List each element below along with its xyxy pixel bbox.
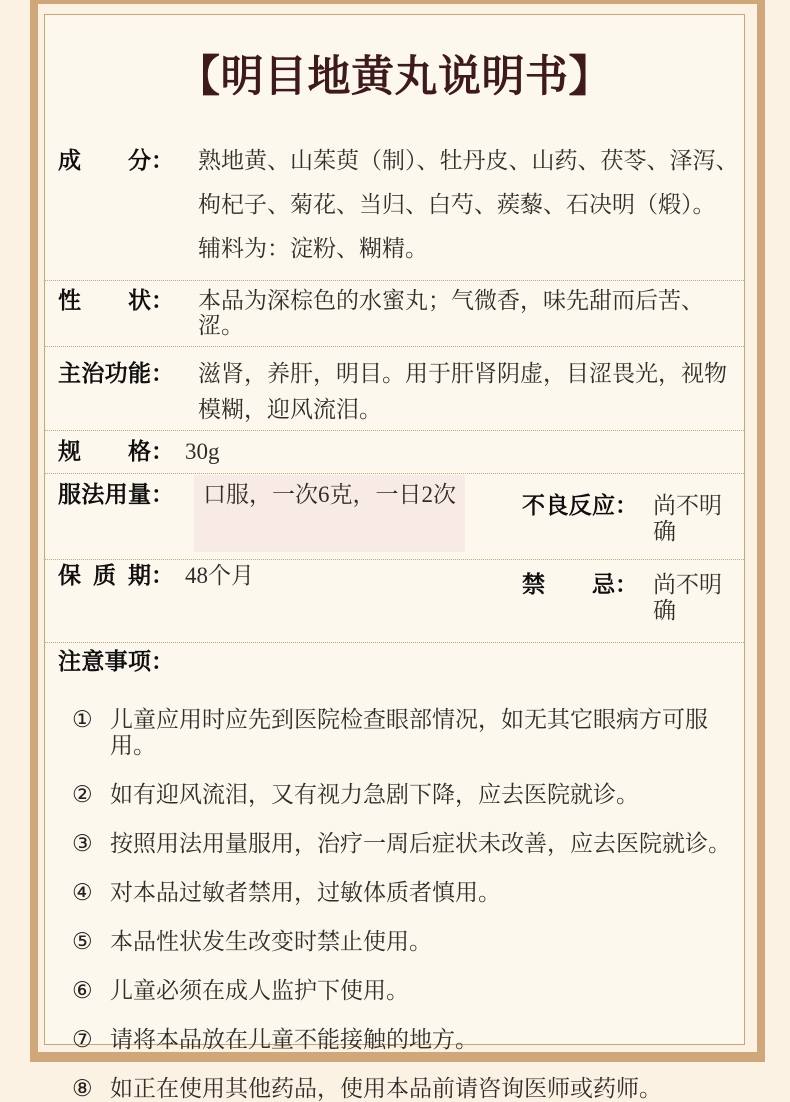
precaution-text: 本品性状发生改变时禁止使用。 [110, 929, 432, 954]
precaution-number: ⑥ [72, 978, 93, 1003]
precautions-list [45, 707, 744, 1102]
colon: ： [151, 361, 174, 386]
precaution-number: ④ [72, 880, 93, 905]
field-shelf-life [58, 563, 522, 624]
field-indications [45, 347, 744, 430]
field-spec-value: 30g [185, 439, 220, 464]
field-indications-label: 主治功能： [58, 361, 174, 386]
colon: ： [615, 572, 638, 597]
precaution-text: 对本品过敏者禁用，过敏体质者慎用。 [110, 880, 501, 905]
colon: ： [151, 288, 174, 313]
precaution-item [45, 707, 744, 759]
colon: ： [151, 439, 174, 464]
field-dosage-label: 服法用量： [58, 482, 174, 507]
field-shelf-life-value: 48个月 [185, 563, 254, 588]
field-shelf-life-label: 保质期： [58, 563, 174, 588]
precaution-number: ② [72, 782, 93, 807]
precaution-item [45, 880, 744, 906]
field-adverse-value: 尚不明确 [653, 493, 722, 544]
field-ingredients-value [198, 139, 739, 271]
field-ingredients [45, 129, 744, 280]
precaution-item [45, 1076, 744, 1102]
precaution-item [45, 831, 744, 857]
precaution-item [45, 929, 744, 955]
field-indications-value [198, 356, 727, 428]
field-ingredients-label: 成分： [58, 148, 174, 173]
field-spec-label: 规格： [58, 439, 174, 464]
precaution-number: ⑤ [72, 929, 93, 954]
precaution-item [45, 1027, 744, 1053]
precaution-item [45, 978, 744, 1004]
colon: ： [151, 563, 174, 588]
field-band-shelf-contra [45, 560, 744, 642]
precaution-text: 儿童应用时应先到医院检查眼部情况，如无其它眼病方可服用。 [110, 707, 708, 758]
precaution-number: ⑧ [72, 1076, 93, 1101]
precaution-text: 按照用法用量服用，治疗一周后症状未改善，应去医院就诊。 [110, 831, 731, 856]
field-dosage-value-highlight: 口服，一次6克，一日2次 [194, 475, 465, 552]
field-precautions-label: 注意事项： [58, 649, 174, 674]
field-contraindication-label: 禁忌： [522, 572, 638, 597]
leaflet-body [45, 129, 744, 1102]
field-spec [45, 431, 744, 473]
colon: ： [151, 482, 174, 507]
field-properties [45, 281, 744, 346]
field-contraindication [522, 572, 740, 624]
field-dosage [58, 482, 522, 545]
indications-line-1: 滋肾，养肝，明目。用于肝肾阴虚，目涩畏光，视物 [198, 361, 727, 386]
ingredients-line-3: 辅料为：淀粉、糊精。 [198, 236, 428, 261]
precaution-number: ③ [72, 831, 93, 856]
precaution-text: 如正在使用其他药品，使用本品前请咨询医师或药师。 [110, 1076, 662, 1101]
field-contraindication-value: 尚不明确 [653, 572, 722, 623]
field-precautions-header [45, 643, 744, 675]
precaution-number: ① [72, 707, 93, 732]
leaflet-panel [44, 14, 745, 1101]
ingredients-line-1: 熟地黄、山茱萸（制）、牡丹皮、山药、茯苓、泽泻、 [198, 148, 739, 173]
page-title: 【明目地黄丸说明书】 [177, 54, 612, 101]
colon: ： [151, 148, 174, 173]
field-band-dosage-adverse [45, 474, 744, 559]
precaution-text: 如有迎风流泪，又有视力急剧下降，应去医院就诊。 [110, 782, 639, 807]
precaution-item [45, 782, 744, 808]
indications-line-2: 模糊，迎风流泪。 [198, 397, 382, 422]
precaution-number: ⑦ [72, 1027, 93, 1052]
precaution-text: 儿童必须在成人监护下使用。 [110, 978, 409, 1003]
field-adverse [522, 493, 740, 545]
colon: ： [615, 493, 638, 518]
field-properties-value [198, 288, 740, 338]
colon: ： [151, 649, 174, 674]
properties-line-1: 本品为深棕色的水蜜丸；气微香，味先甜而后苦、涩。 [198, 288, 704, 338]
ingredients-line-2: 枸杞子、菊花、当归、白芍、蒺藜、石决明（煅）。 [198, 192, 716, 217]
precaution-text: 请将本品放在儿童不能接触的地方。 [110, 1027, 478, 1052]
field-adverse-label: 不良反应： [522, 493, 638, 518]
field-properties-label: 性状： [58, 288, 174, 313]
